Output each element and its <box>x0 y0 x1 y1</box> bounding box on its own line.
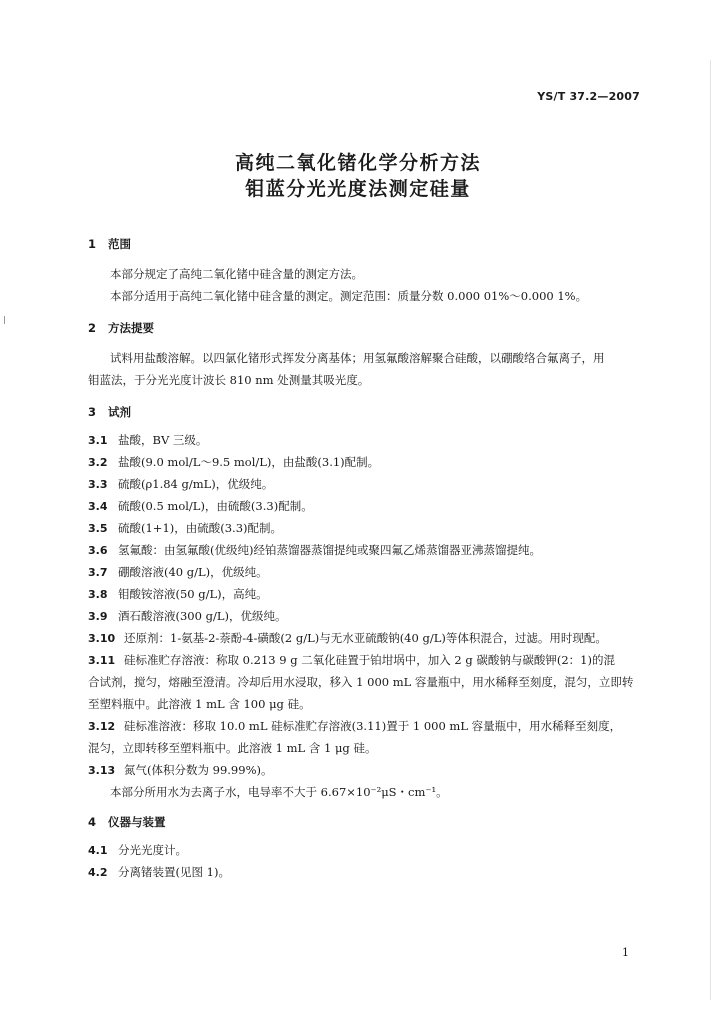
section-1-paragraph-1: 本部分规定了高纯二氧化锗中硅含量的测定方法。 <box>110 267 363 281</box>
section-3-heading <box>88 404 131 420</box>
reagent-item-3-12 <box>88 716 621 737</box>
item-text: 氮气(体积分数为 99.99%)。 <box>124 763 273 777</box>
reagent-item-3-6 <box>88 540 541 561</box>
item-number: 3.5 <box>88 522 108 535</box>
section-number: 4 <box>88 815 97 829</box>
item-text: 硫酸(ρ1.84 g/mL)，优级纯。 <box>118 477 274 491</box>
reagent-item-3-7 <box>88 562 268 583</box>
item-number: 3.6 <box>88 544 108 557</box>
item-text: 酒石酸溶液(300 g/L)，优级纯。 <box>118 609 287 623</box>
scan-edge-line <box>710 60 711 1000</box>
standard-number: YS/T 37.2—2007 <box>537 90 640 103</box>
item-number: 3.4 <box>88 500 108 513</box>
item-number: 4.1 <box>88 844 108 857</box>
reagent-item-3-5 <box>88 518 282 539</box>
reagent-item-3-11-continued-1: 合试剂，搅匀，熔融至澄清。冷却后用水浸取，移入 1 000 mL 容量瓶中，用水稀释至刻度，混匀，立即转 <box>88 675 634 689</box>
item-text: 盐酸，BV 三级。 <box>118 433 208 447</box>
item-number: 3.7 <box>88 566 108 579</box>
section-1-heading <box>88 236 131 252</box>
reagent-item-3-1 <box>88 430 207 451</box>
section-4-heading <box>88 814 166 830</box>
document-title-line-2: 钼蓝分光光度法测定硅量 <box>245 178 471 200</box>
item-text: 硼酸溶液(40 g/L)，优级纯。 <box>118 565 268 579</box>
reagent-item-3-3 <box>88 474 273 495</box>
item-number: 3.12 <box>88 720 116 733</box>
reagent-item-3-9 <box>88 606 286 627</box>
item-number: 3.1 <box>88 434 108 447</box>
reagent-item-3-2 <box>88 452 379 473</box>
page-number: 1 <box>622 946 629 959</box>
item-number: 3.8 <box>88 588 108 601</box>
item-text: 盐酸(9.0 mol/L～9.5 mol/L)，由盐酸(3.1)配制。 <box>118 455 380 469</box>
item-number: 3.11 <box>88 654 116 667</box>
section-number: 2 <box>88 321 97 335</box>
item-number: 3.13 <box>88 764 116 777</box>
item-number: 3.9 <box>88 610 108 623</box>
reagent-item-3-13 <box>88 760 272 781</box>
item-number: 3.2 <box>88 456 108 469</box>
section-2-heading <box>88 320 154 336</box>
instrument-item-4-2 <box>88 862 230 883</box>
item-number: 3.10 <box>88 632 116 645</box>
item-text: 分光光度计。 <box>118 843 187 857</box>
item-text: 还原剂：1-氨基-2-萘酚-4-磺酸(2 g/L)与无水亚硫酸钠(40 g/L)等体积混合，过滤。用时现配。 <box>124 631 607 645</box>
section-number: 3 <box>88 405 97 419</box>
section-title: 范围 <box>108 237 131 251</box>
item-text: 硫酸(1+1)，由硫酸(3.3)配制。 <box>118 521 283 535</box>
scan-mark <box>4 316 5 324</box>
item-text: 氢氟酸：由氢氟酸(优级纯)经铂蒸馏器蒸馏提纯或聚四氟乙烯蒸馏器亚沸蒸馏提纯。 <box>118 543 541 557</box>
section-2-paragraph-line-1: 试料用盐酸溶解。以四氯化锗形式挥发分离基体；用氢氟酸溶解聚合硅酸，以硼酸络合氟离子，用 <box>110 351 605 365</box>
reagent-item-3-10 <box>88 628 607 649</box>
item-text: 硫酸(0.5 mol/L)，由硫酸(3.3)配制。 <box>118 499 313 513</box>
section-2-paragraph-line-2: 钼蓝法，于分光光度计波长 810 nm 处测量其吸光度。 <box>88 373 370 387</box>
item-text: 硅标准贮存溶液：称取 0.213 9 g 二氧化硅置于铂坩埚中，加入 2 g 碳酸钠与碳酸钾(2：1)的混 <box>124 653 615 667</box>
water-note: 本部分所用水为去离子水，电导率不大于 6.67×10⁻²μS・cm⁻¹。 <box>110 785 448 799</box>
section-number: 1 <box>88 237 97 251</box>
reagent-item-3-11 <box>88 650 615 671</box>
item-text: 钼酸铵溶液(50 g/L)，高纯。 <box>118 587 268 601</box>
document-title-line-1: 高纯二氧化锗化学分析方法 <box>234 152 481 174</box>
reagent-item-3-12-continued: 混匀，立即转移至塑料瓶中。此溶液 1 mL 含 1 μg 硅。 <box>88 741 377 755</box>
section-1-paragraph-2: 本部分适用于高纯二氧化锗中硅含量的测定。测定范围：质量分数 0.000 01%～0.000 1%。 <box>110 289 588 303</box>
item-text: 分离锗装置(见图 1)。 <box>118 865 230 879</box>
item-text: 硅标准溶液：移取 10.0 mL 硅标准贮存溶液(3.11)置于 1 000 mL 容量瓶中，用水稀释至刻度， <box>124 719 622 733</box>
section-title: 仪器与装置 <box>108 815 166 829</box>
section-title: 方法提要 <box>108 321 154 335</box>
instrument-item-4-1 <box>88 840 187 861</box>
reagent-item-3-8 <box>88 584 268 605</box>
reagent-item-3-4 <box>88 496 313 517</box>
item-number: 4.2 <box>88 866 108 879</box>
reagent-item-3-11-continued-2: 至塑料瓶中。此溶液 1 mL 含 100 μg 硅。 <box>88 697 311 711</box>
section-title: 试剂 <box>108 405 131 419</box>
item-number: 3.3 <box>88 478 108 491</box>
